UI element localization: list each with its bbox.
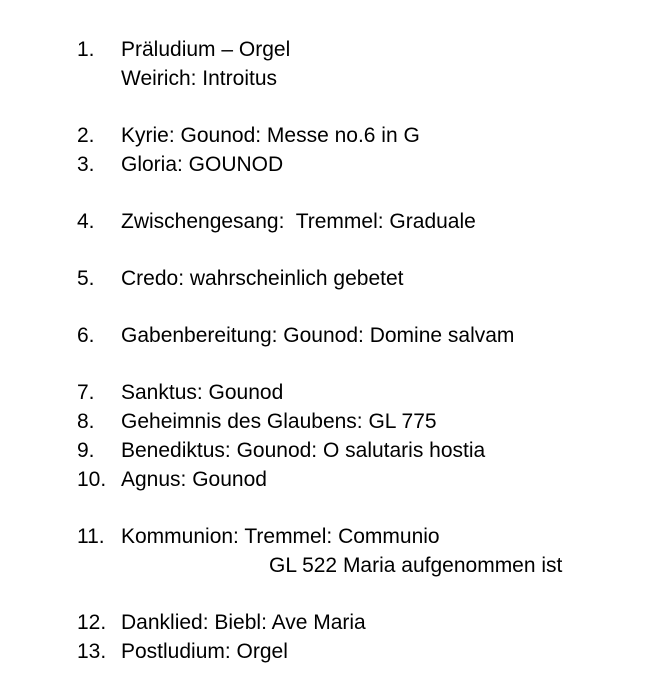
item-text: Geheimnis des Glaubens: GL 775 <box>121 410 437 433</box>
item-text: Danklied: Biebl: Ave Maria <box>121 611 366 634</box>
item-text: Sanktus: Gounod <box>121 381 284 404</box>
program-item-7 <box>77 378 652 407</box>
item-number: 10. <box>77 468 107 491</box>
program-item-6 <box>77 321 652 350</box>
program-item-4 <box>77 207 652 236</box>
item-number: 5. <box>77 267 95 290</box>
program-item-2 <box>77 121 652 150</box>
program-item-12 <box>77 608 652 637</box>
item-text <box>121 35 652 93</box>
program-item-13 <box>77 637 652 666</box>
item-number: 13. <box>77 640 107 663</box>
mass-program-list <box>77 35 652 666</box>
program-item-5 <box>77 264 652 293</box>
item-number: 12. <box>77 611 107 634</box>
item-number: 9. <box>77 439 95 462</box>
program-item-8 <box>77 407 652 436</box>
item-text: Gabenbereitung: Gounod: Domine salvam <box>121 324 515 347</box>
item-number: 2. <box>77 124 95 147</box>
item-text: Gloria: GOUNOD <box>121 153 284 176</box>
program-item-10 <box>77 465 652 494</box>
item-text: Kyrie: Gounod: Messe no.6 in G <box>121 124 420 147</box>
item-number: 8. <box>77 410 95 433</box>
program-item-3 <box>77 150 652 179</box>
item-text: Agnus: Gounod <box>121 468 267 491</box>
item-line: Präludium – Orgel <box>121 38 291 61</box>
item-number: 3. <box>77 153 95 176</box>
program-item-9 <box>77 436 652 465</box>
item-line-continuation: Weirich: Introitus <box>121 67 277 90</box>
item-text: Benediktus: Gounod: O salutaris hostia <box>121 439 486 462</box>
item-line-continuation: GL 522 Maria aufgenommen ist <box>269 554 563 577</box>
item-number: 6. <box>77 324 95 347</box>
item-text <box>121 522 652 580</box>
item-text: Zwischengesang: Tremmel: Graduale <box>121 210 476 233</box>
item-number: 1. <box>77 38 95 61</box>
program-item-1 <box>77 35 652 93</box>
item-number: 11. <box>77 525 105 548</box>
item-number: 7. <box>77 381 95 404</box>
item-text: Postludium: Orgel <box>121 640 288 663</box>
item-text: Credo: wahrscheinlich gebetet <box>121 267 404 290</box>
item-number: 4. <box>77 210 95 233</box>
item-line: Kommunion: Tremmel: Communio <box>121 525 440 548</box>
program-item-11 <box>77 522 652 580</box>
